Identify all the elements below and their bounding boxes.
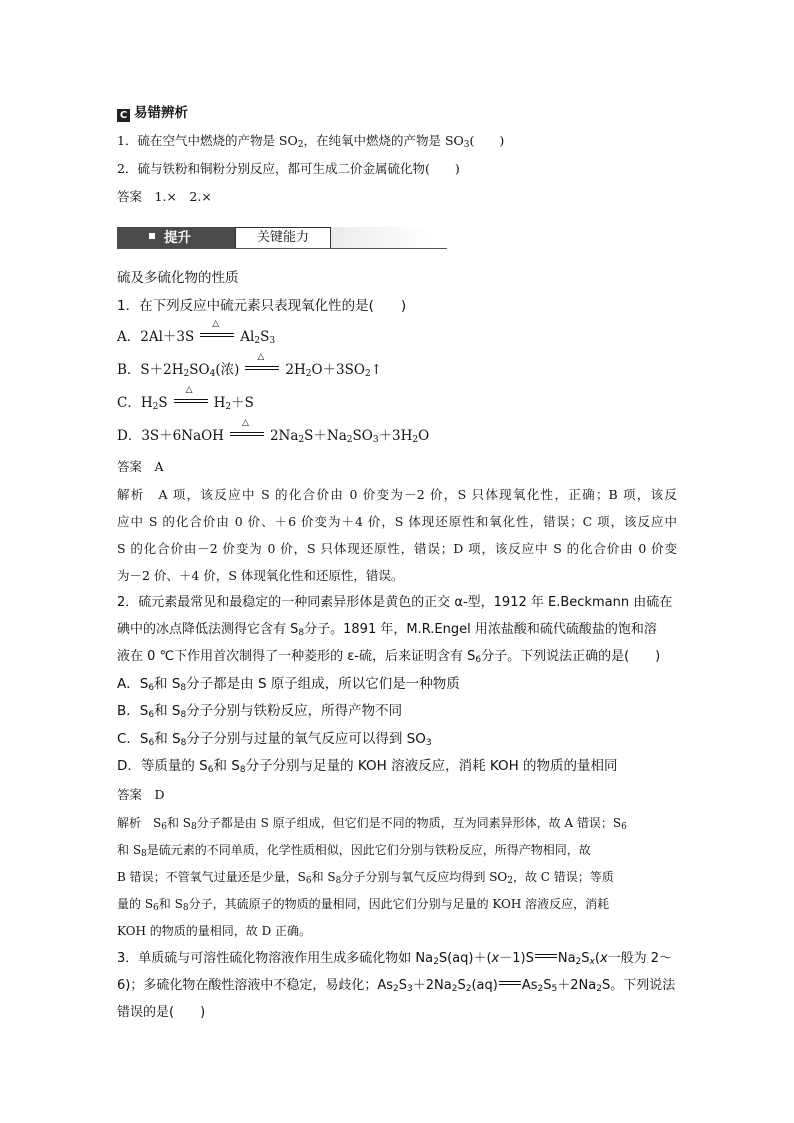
cuocuo-q1: 1．硫在空气中燃烧的产物是 $SO_2$，在纯氧中燃烧的产物是 $SO_3$( ) — [117, 133, 505, 150]
p1-option-b: B．$S+2H_2SO_4$(浓) △ $2H_2O+3SO_2↑$ — [117, 352, 383, 379]
equals-sign — [535, 950, 557, 962]
p2-explanation-line4: 量的 $S_6$和 $S_8$分子，其硫原子的物质的量相同，因此它们分别与足量的 KOH 溶液反应，消耗 — [117, 897, 610, 913]
p1-option-c: C．$H_2S$ △ $H_2+S$ — [117, 385, 254, 412]
p3-stem-line1: 3．单质硫与可溶性硫化物溶液作用生成多硫化物如 $Na_2S(aq)+(x-1)S$ $Na_2S_x(x$一般为 2～ — [117, 951, 673, 967]
heat-equals-sign: △ — [245, 362, 279, 374]
p2-stem-line3: 液在 0 ℃下作用首次制得了一种菱形的 ε-硫，后来证明含有 $S_6$分子。下列说法正确的是( ) — [117, 649, 661, 665]
section-icon: C — [117, 109, 130, 122]
p2-option-c: C．$S_6$和 $S_8$分子分别与过量的氧气反应可以得到 $SO_3$ — [117, 731, 432, 748]
p2-stem-line1: 2．硫元素最常见和最稳定的一种同素异形体是黄色的正交 α-型，1912 年 E.Beckmann 由硫在 — [117, 595, 673, 610]
banner-underline — [117, 248, 447, 249]
p1-answer: 答案 A — [117, 459, 164, 474]
p1-explanation-line: 应中 S 的化合价由 0 价、＋6 价变为＋4 价，S 体现还原性和氧化性，错误；C 项，该反应中 — [117, 514, 677, 529]
cuocuo-q2: 2．硫与铁粉和铜粉分别反应，都可生成二价金属硫化物( ) — [117, 161, 460, 176]
p2-option-b: B．$S_6$和 $S_8$分子分别与铁粉反应，所得产物不同 — [117, 703, 403, 720]
p2-explanation-line5: KOH 的物质的量相同，故 D 正确。 — [117, 924, 312, 938]
p2-explanation-line1: 解析 $S_6$和 $S_8$分子都是由 S 原子组成，但它们是不同的物质，互为同素异形体，故 A 错误；$S_6$ — [117, 816, 627, 832]
cuocuo-answer: 答案 1.× 2.× — [117, 189, 212, 204]
p3-stem-line2: 6)；多硫化物在酸性溶液中不稳定，易歧化；$As_2S_3+2Na_2S_2(aq)$ $As_2S_5+2Na_2S$。下列说法 — [117, 978, 676, 994]
p2-option-a: A．$S_6$和 $S_8$分子都是由 S 原子组成，所以它们是一种物质 — [117, 676, 460, 693]
p2-option-d: D．等质量的 $S_6$和 $S_8$分子分别与足量的 KOH 溶液反应，消耗 KOH 的物质的量相同 — [117, 758, 618, 775]
heat-equals-sign: △ — [200, 329, 234, 341]
p2-answer: 答案 D — [117, 787, 165, 802]
p1-explanation-line: S 的化合价由－2 价变为 0 价，S 只体现还原性，错误；D 项，该反应中 S 的化合价由 0 价变 — [117, 541, 677, 556]
p3-stem-line3: 错误的是( ) — [117, 1005, 206, 1020]
p1-explanation-line: 解析 A 项，该反应中 S 的化合价由 0 价变为－2 价，S 只体现氧化性，正确；B 项，该反 — [117, 487, 677, 502]
topic-title: 硫及多硫化物的性质 — [117, 270, 239, 286]
heat-equals-sign: △ — [230, 428, 264, 440]
equals-sign — [499, 977, 521, 989]
p1-explanation-line: 为－2 价、＋4 价，S 体现氧化性和还原性，错误。 — [117, 568, 404, 583]
banner-dark-tab: 提升 — [117, 227, 235, 249]
p1-option-d: D．3S＋6NaOH △ $2Na_2S+Na_2SO_3+3H_2O$ — [117, 418, 430, 445]
heat-equals-sign: △ — [174, 395, 208, 407]
p1-option-a: A．2Al＋3S △ $Al_2S_3$ — [117, 319, 276, 346]
section-header — [117, 103, 188, 123]
p2-stem-line2: 碘中的冰点降低法测得它含有 $S_8$分子。1891 年，M.R.Engel 用浓盐酸和硫代硫酸盐的饱和溶 — [117, 622, 657, 638]
section-title: 易错辨析 — [134, 105, 188, 121]
section-banner — [117, 227, 432, 249]
p1-stem: 1．在下列反应中硫元素只表现氧化性的是( ) — [117, 298, 407, 314]
banner-box-label: 关键能力 — [235, 227, 331, 249]
banner-square-icon — [149, 233, 155, 239]
p2-explanation-line2: 和 $S_8$是硫元素的不同单质，化学性质相似，因此它们分别与铁粉反应，所得产物相同，故 — [117, 843, 591, 859]
p2-explanation-line3: B 错误；不管氧气过量还是少量，$S_6$和 $S_8$分子分别与氧气反应均得到 $SO_2$，故 C 错误；等质 — [117, 870, 614, 886]
